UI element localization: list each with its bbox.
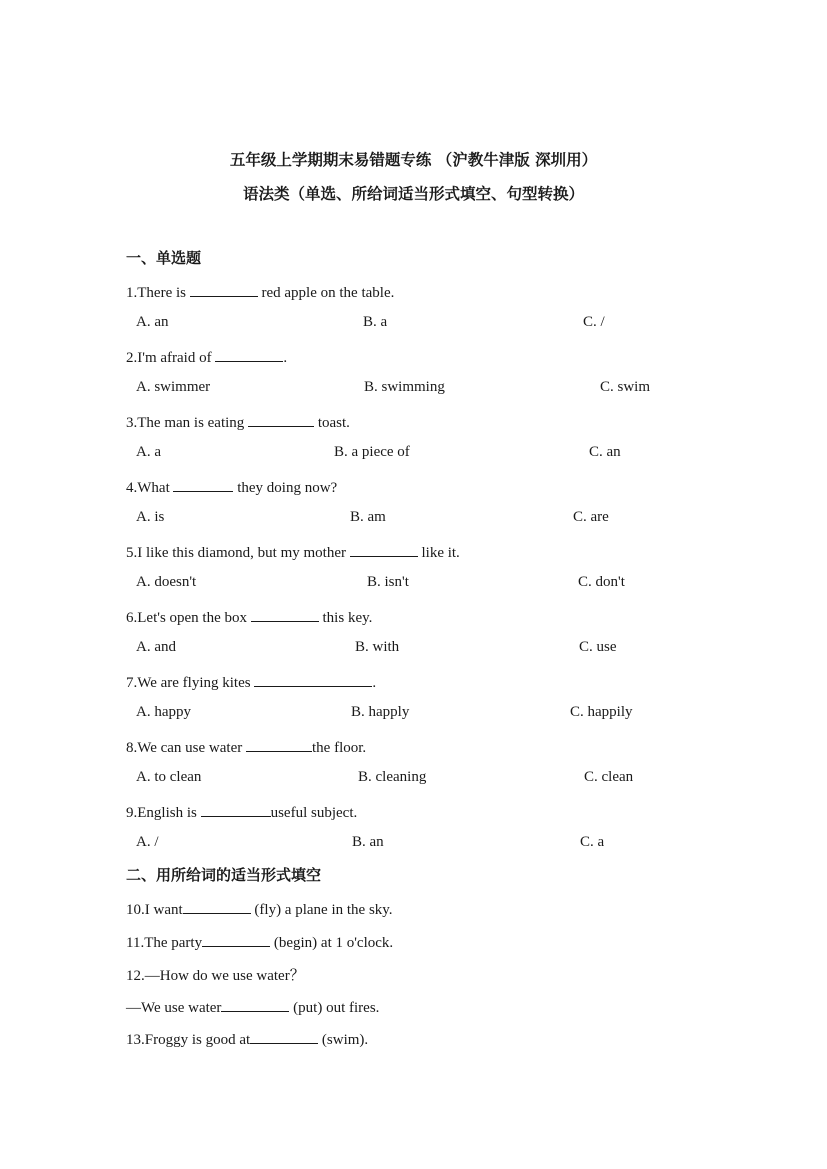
fill-in-item: [126, 899, 393, 919]
fill-in-item: [126, 932, 393, 952]
question: [126, 282, 394, 302]
question-text: 12.—How do we use water？: [126, 968, 305, 984]
question-text: they doing now?: [233, 480, 338, 496]
question-text: 11.The party: [126, 935, 203, 951]
question-text: toast.: [314, 415, 350, 431]
option-b[interactable]: B. swimming: [364, 379, 445, 395]
document-title: 五年级上学期期末易错题专练 （沪教牛津版 深圳用）: [229, 150, 598, 169]
question-text: 3.The man is eating: [126, 415, 249, 431]
answer-blank[interactable]: [251, 607, 319, 622]
question-text: the floor.: [312, 740, 367, 756]
option-b[interactable]: B. cleaning: [358, 769, 427, 785]
option-a[interactable]: A. doesn't: [136, 574, 197, 590]
answer-blank[interactable]: [246, 737, 312, 752]
fill-in-item: [126, 997, 379, 1017]
option-a[interactable]: A. is: [136, 509, 165, 525]
question-text: 4.What: [126, 480, 174, 496]
question-text: (swim).: [318, 1032, 369, 1048]
question: [126, 672, 376, 692]
answer-blank[interactable]: [190, 282, 258, 297]
option-b[interactable]: B. isn't: [367, 574, 409, 590]
question-text: —We use water: [126, 1000, 222, 1016]
option-a[interactable]: A. an: [136, 314, 169, 330]
option-c[interactable]: C. are: [573, 509, 609, 525]
answer-blank[interactable]: [201, 802, 271, 817]
option-c[interactable]: C. don't: [578, 574, 625, 590]
question-text: 5.I like this diamond, but my mother: [126, 545, 350, 561]
answer-blank[interactable]: [350, 542, 418, 557]
question-text: .: [283, 350, 288, 366]
question: [126, 607, 372, 627]
question-text: 9.English is: [126, 805, 201, 821]
question-text: 10.I want: [126, 902, 183, 918]
question: [126, 737, 366, 757]
option-a[interactable]: A. to clean: [136, 769, 202, 785]
answer-blank[interactable]: [215, 347, 283, 362]
answer-blank[interactable]: [221, 997, 289, 1012]
answer-blank[interactable]: [248, 412, 314, 427]
question-text: 13.Froggy is good at: [126, 1032, 251, 1048]
option-c[interactable]: C. swim: [600, 379, 651, 395]
option-c[interactable]: C. an: [589, 444, 621, 460]
answer-blank[interactable]: [254, 672, 372, 687]
option-b[interactable]: B. with: [355, 639, 400, 655]
option-a[interactable]: A. a: [136, 444, 161, 460]
option-a[interactable]: A. swimmer: [136, 379, 211, 395]
fill-in-item: [126, 1029, 368, 1049]
option-b[interactable]: B. an: [352, 834, 384, 850]
option-b[interactable]: B. a: [363, 314, 388, 330]
option-c[interactable]: C. a: [580, 834, 605, 850]
option-a[interactable]: A. happy: [136, 704, 191, 720]
option-c[interactable]: C. /: [583, 314, 605, 330]
question-text: like it.: [417, 545, 460, 561]
answer-blank[interactable]: [202, 932, 270, 947]
question-text: red apple on the table.: [257, 285, 395, 301]
question: [126, 542, 460, 562]
question-text: (begin) at 1 o'clock.: [270, 935, 394, 951]
option-a[interactable]: A. /: [136, 834, 159, 850]
question-text: .: [372, 675, 377, 691]
question-text: 7.We are flying kites: [126, 675, 255, 691]
answer-blank[interactable]: [173, 477, 233, 492]
option-b[interactable]: B. am: [350, 509, 386, 525]
question-text: (fly) a plane in the sky.: [250, 902, 393, 918]
question-text: 1.There is: [126, 285, 190, 301]
question: [126, 412, 350, 432]
section-heading-fill-in: 二、用所给词的适当形式填空: [126, 866, 322, 884]
option-c[interactable]: C. happily: [570, 704, 633, 720]
section-heading-single-choice: 一、单选题: [126, 249, 202, 267]
question-text: 6.Let's open the box: [126, 610, 251, 626]
option-c[interactable]: C. clean: [584, 769, 634, 785]
question: [126, 347, 287, 367]
question-text: this key.: [318, 610, 373, 626]
question-text: 8.We can use water: [126, 740, 246, 756]
option-a[interactable]: A. and: [136, 639, 176, 655]
option-b[interactable]: B. a piece of: [334, 444, 410, 460]
fill-in-item: [126, 964, 305, 985]
option-b[interactable]: B. happly: [351, 704, 410, 720]
option-c[interactable]: C. use: [579, 639, 617, 655]
question-text: 2.I'm afraid of: [126, 350, 216, 366]
answer-blank[interactable]: [183, 899, 251, 914]
question-text: useful subject.: [270, 805, 358, 821]
question: [126, 477, 337, 497]
question: [126, 802, 357, 822]
question-text: (put) out fires.: [289, 1000, 380, 1016]
document-subtitle: 语法类（单选、所给词适当形式填空、句型转换）: [242, 184, 584, 203]
answer-blank[interactable]: [250, 1029, 318, 1044]
